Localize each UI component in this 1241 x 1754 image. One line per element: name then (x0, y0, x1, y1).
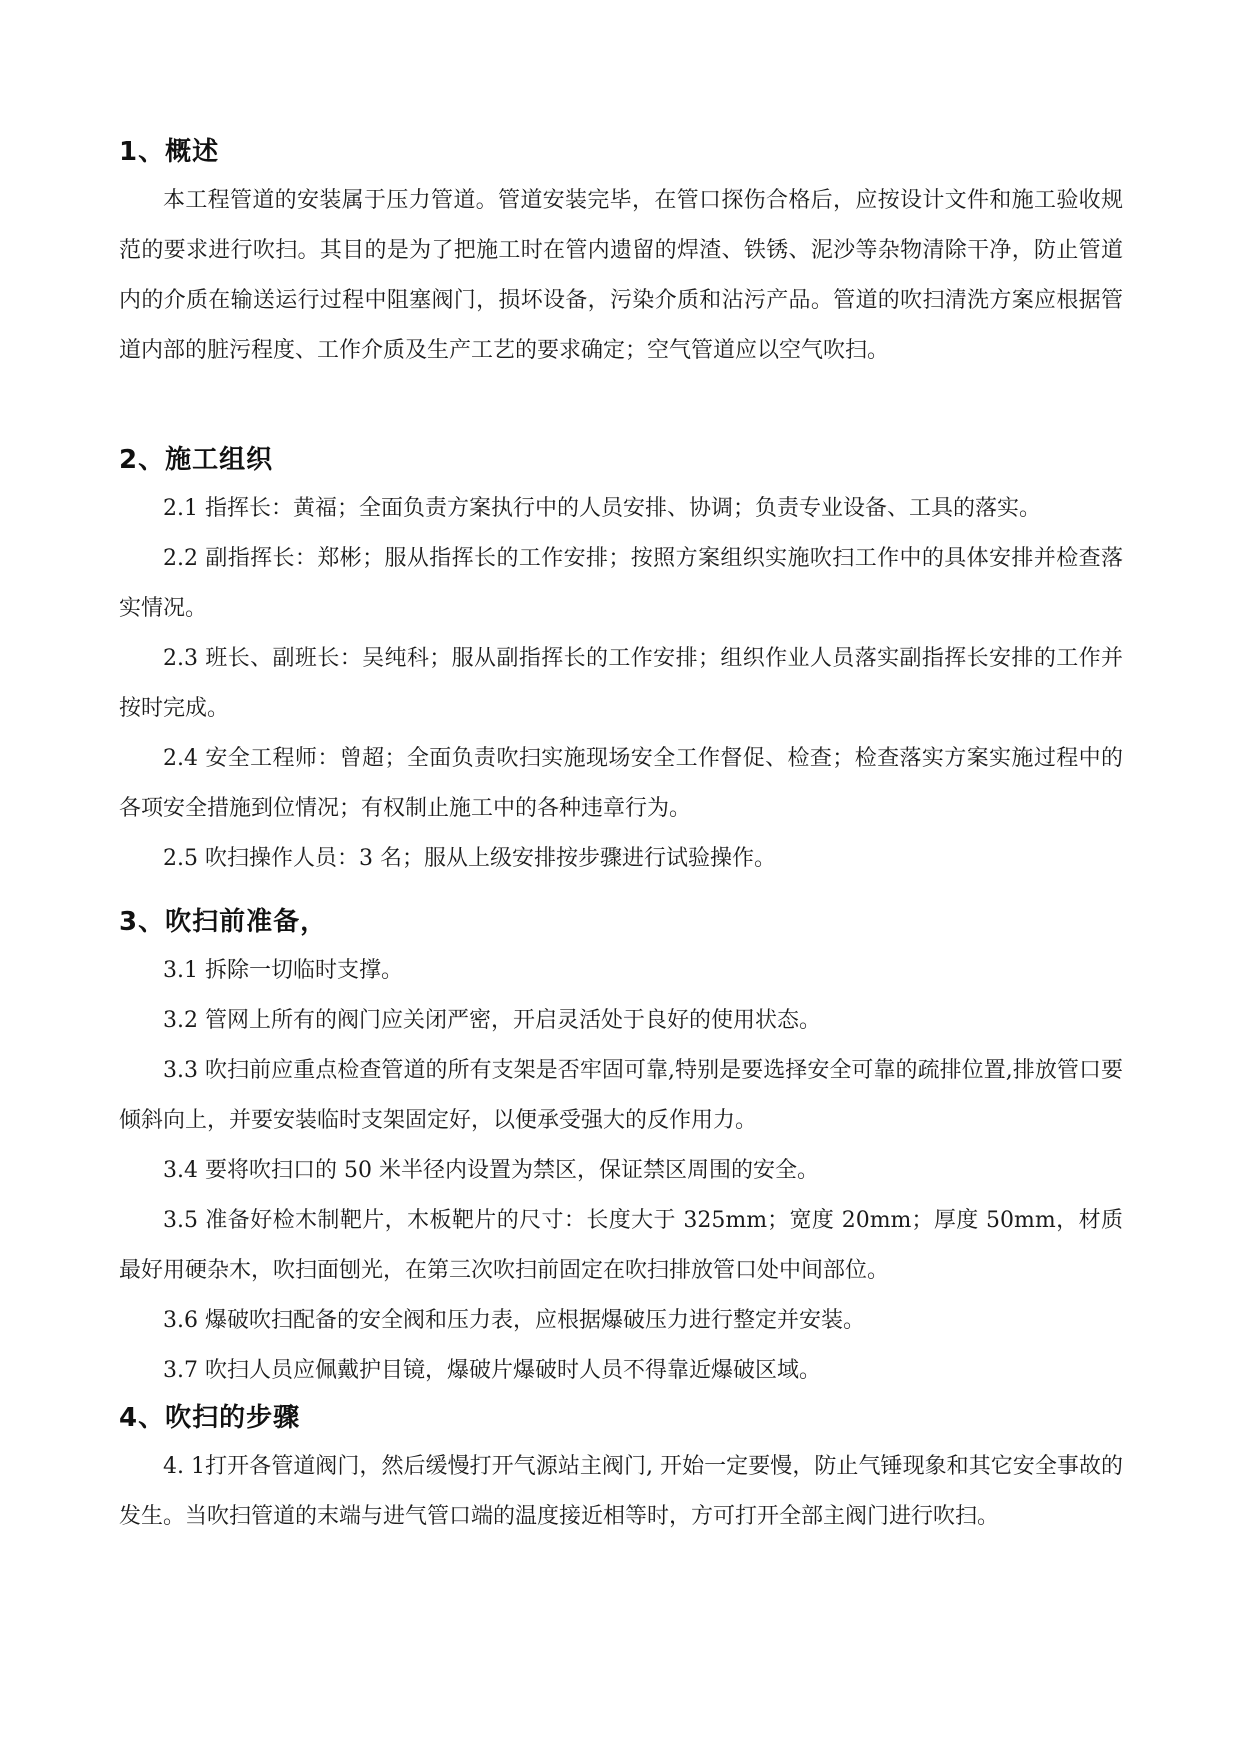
section-steps (119, 1398, 1123, 1542)
section-overview (119, 132, 1123, 376)
paragraph: 3.4 要将吹扫口的 50 米半径内设置为禁区，保证禁区周围的安全。 (163, 1158, 819, 1183)
paragraph: 3.6 爆破吹扫配备的安全阀和压力表，应根据爆破压力进行整定并安装。 (163, 1308, 865, 1333)
section-heading: 3、吹扫前准备， (119, 907, 328, 937)
paragraph: 2.3 班长、副班长：吴纯科；服从副指挥长的工作安排；组织作业人员落实副指挥长安排的工作并按时完成。 (119, 646, 1123, 721)
paragraph: 2.5 吹扫操作人员：3 名；服从上级安排按步骤进行试验操作。 (163, 846, 776, 871)
paragraph: 本工程管道的安装属于压力管道。管道安装完毕，在管口探伤合格后，应按设计文件和施工验收规范的要求进行吹扫。其目的是为了把施工时在管内遗留的焊渣、铁锈、泥沙等杂物清除干净，防止管道内的介质在输送运行过程中阻塞阀门，损坏设备，污染介质和沾污产品。管道的吹扫清洗方案应根据管道内部的脏污程度、工作介质及生产工艺的要求确定；空气管道应以空气吹扫。 (119, 188, 1123, 363)
paragraph: 3.7 吹扫人员应佩戴护目镜，爆破片爆破时人员不得靠近爆破区域。 (163, 1358, 821, 1383)
paragraph: 2.2 副指挥长：郑彬；服从指挥长的工作安排；按照方案组织实施吹扫工作中的具体安排并检查落实情况。 (119, 546, 1123, 621)
paragraph: 3.3 吹扫前应重点检查管道的所有支架是否牢固可靠,特别是要选择安全可靠的疏排位置,排放管口要倾斜向上，并要安装临时支架固定好，以便承受强大的反作用力。 (119, 1058, 1123, 1133)
section-heading: 2、施工组织 (119, 445, 274, 475)
paragraph: 4. 1打开各管道阀门，然后缓慢打开气源站主阀门, 开始一定要慢，防止气锤现象和其它安全事故的发生。当吹扫管道的末端与进气管口端的温度接近相等时，方可打开全部主阀门进行吹扫。 (119, 1454, 1123, 1529)
section-preparation (119, 902, 1123, 1396)
paragraph: 2.1 指挥长：黄福；全面负责方案执行中的人员安排、协调；负责专业设备、工具的落实。 (163, 496, 1041, 521)
section-organization (119, 440, 1123, 884)
paragraph: 3.2 管网上所有的阀门应关闭严密，开启灵活处于良好的使用状态。 (163, 1008, 821, 1033)
section-heading: 1、概述 (119, 137, 220, 167)
section-heading: 4、吹扫的步骤 (119, 1403, 301, 1433)
paragraph: 2.4 安全工程师：曾超；全面负责吹扫实施现场安全工作督促、检查；检查落实方案实施过程中的各项安全措施到位情况；有权制止施工中的各种违章行为。 (119, 746, 1123, 821)
paragraph: 3.1 拆除一切临时支撑。 (163, 958, 403, 983)
paragraph: 3.5 准备好检木制靶片，木板靶片的尺寸：长度大于 325mm；宽度 20mm；厚度 50mm，材质最好用硬杂木，吹扫面刨光，在第三次吹扫前固定在吹扫排放管口处中间部位。 (119, 1208, 1123, 1283)
